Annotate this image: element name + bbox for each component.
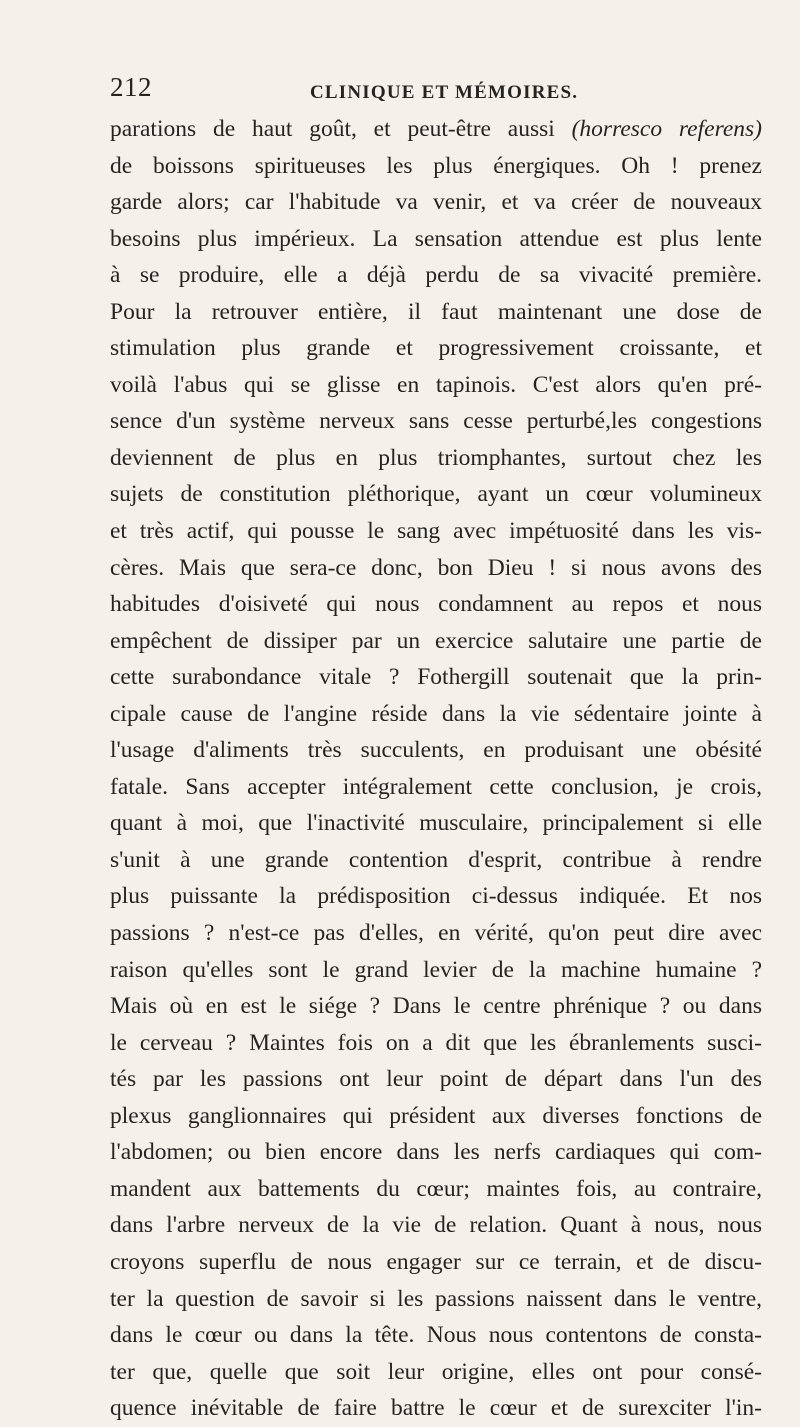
text-line-8: voilà l'abus qui se glisse en tapinois. C'est alors qu'en pré-: [110, 371, 762, 398]
running-head: [110, 72, 758, 112]
page-number: 212: [110, 72, 152, 102]
text-line-22: plus puissante la prédisposition ci-dessus indiquée. Et nos: [110, 883, 762, 910]
text-line-16: cette surabondance vitale ? Fothergill soutenait que la prin-: [110, 664, 762, 691]
text-line-5: à se produire, elle a déjà perdu de sa vivacité première.: [110, 262, 762, 289]
text-line-4: besoins plus impérieux. La sensation attendue est plus lente: [110, 225, 762, 252]
text-line-1: [110, 111, 762, 148]
text-line-19: fatale. Sans accepter intégralement cette conclusion, je crois,: [110, 773, 762, 800]
text-line-15: empêchent de dissiper par un exercice salutaire une partie de: [110, 627, 762, 654]
text-line-30: mandent aux battements du cœur; maintes fois, au contraire,: [110, 1175, 762, 1202]
text-line-32: croyons superflu de nous engager sur ce terrain, et de discu-: [110, 1248, 762, 1275]
text-line-23: passions ? n'est-ce pas d'elles, en vérité, qu'on peut dire avec: [110, 920, 762, 947]
text-line-25: Mais où en est le siége ? Dans le centre phrénique ? ou dans: [110, 993, 762, 1020]
italic-phrase: (horresco referens): [571, 116, 762, 142]
text-line-34: dans le cœur ou dans la tête. Nous nous contentons de consta-: [110, 1322, 762, 1349]
text-line-3: garde alors; car l'habitude va venir, et va créer de nouveaux: [110, 189, 762, 216]
text-line-1-roman: parations de haut goût, et peut-être aussi: [110, 116, 555, 142]
text-line-12: et très actif, qui pousse le sang avec impétuosité dans les vis-: [110, 518, 762, 545]
text-line-20: quant à moi, que l'inactivité musculaire, principalement si elle: [110, 810, 762, 837]
text-line-33: ter la question de savoir si les passions naissent dans le ventre,: [110, 1285, 762, 1312]
text-line-10: deviennent de plus en plus triomphantes, surtout chez les: [110, 444, 762, 471]
running-title: CLINIQUE ET MÉMOIRES.: [310, 82, 579, 103]
text-line-13: cères. Mais que sera-ce donc, bon Dieu ! si nous avons des: [110, 554, 762, 581]
text-line-29: l'abdomen; ou bien encore dans les nerfs cardiaques qui com-: [110, 1139, 762, 1166]
text-line-6: Pour la retrouver entière, il faut maintenant une dose de: [110, 298, 762, 325]
body-text: [110, 111, 762, 1427]
text-line-18: l'usage d'aliments très succulents, en produisant une obésité: [110, 737, 762, 764]
text-line-9: sence d'un système nerveux sans cesse perturbé,les congestions: [110, 408, 762, 435]
text-line-17: cipale cause de l'angine réside dans la vie sédentaire jointe à: [110, 700, 762, 727]
text-line-35: ter que, quelle que soit leur origine, elles ont pour consé-: [110, 1358, 762, 1385]
text-line-11: sujets de constitution pléthorique, ayant un cœur volumineux: [110, 481, 762, 508]
text-line-28: plexus ganglionnaires qui président aux diverses fonctions de: [110, 1102, 762, 1129]
text-line-21: s'unit à une grande contention d'esprit, contribue à rendre: [110, 846, 762, 873]
text-line-26: le cerveau ? Maintes fois on a dit que les ébranlements susci-: [110, 1029, 762, 1056]
text-line-27: tés par les passions ont leur point de départ dans l'un des: [110, 1066, 762, 1093]
text-line-31: dans l'arbre nerveux de la vie de relation. Quant à nous, nous: [110, 1212, 762, 1239]
text-line-7: stimulation plus grande et progressivement croissante, et: [110, 335, 762, 362]
text-line-2: de boissons spiritueuses les plus énergiques. Oh ! prenez: [110, 152, 762, 179]
text-line-14: habitudes d'oisiveté qui nous condamnent au repos et nous: [110, 591, 762, 618]
text-line-36: quence inévitable de faire battre le cœur et de surexciter l'in-: [110, 1395, 762, 1422]
text-line-24: raison qu'elles sont le grand levier de la machine humaine ?: [110, 956, 762, 983]
